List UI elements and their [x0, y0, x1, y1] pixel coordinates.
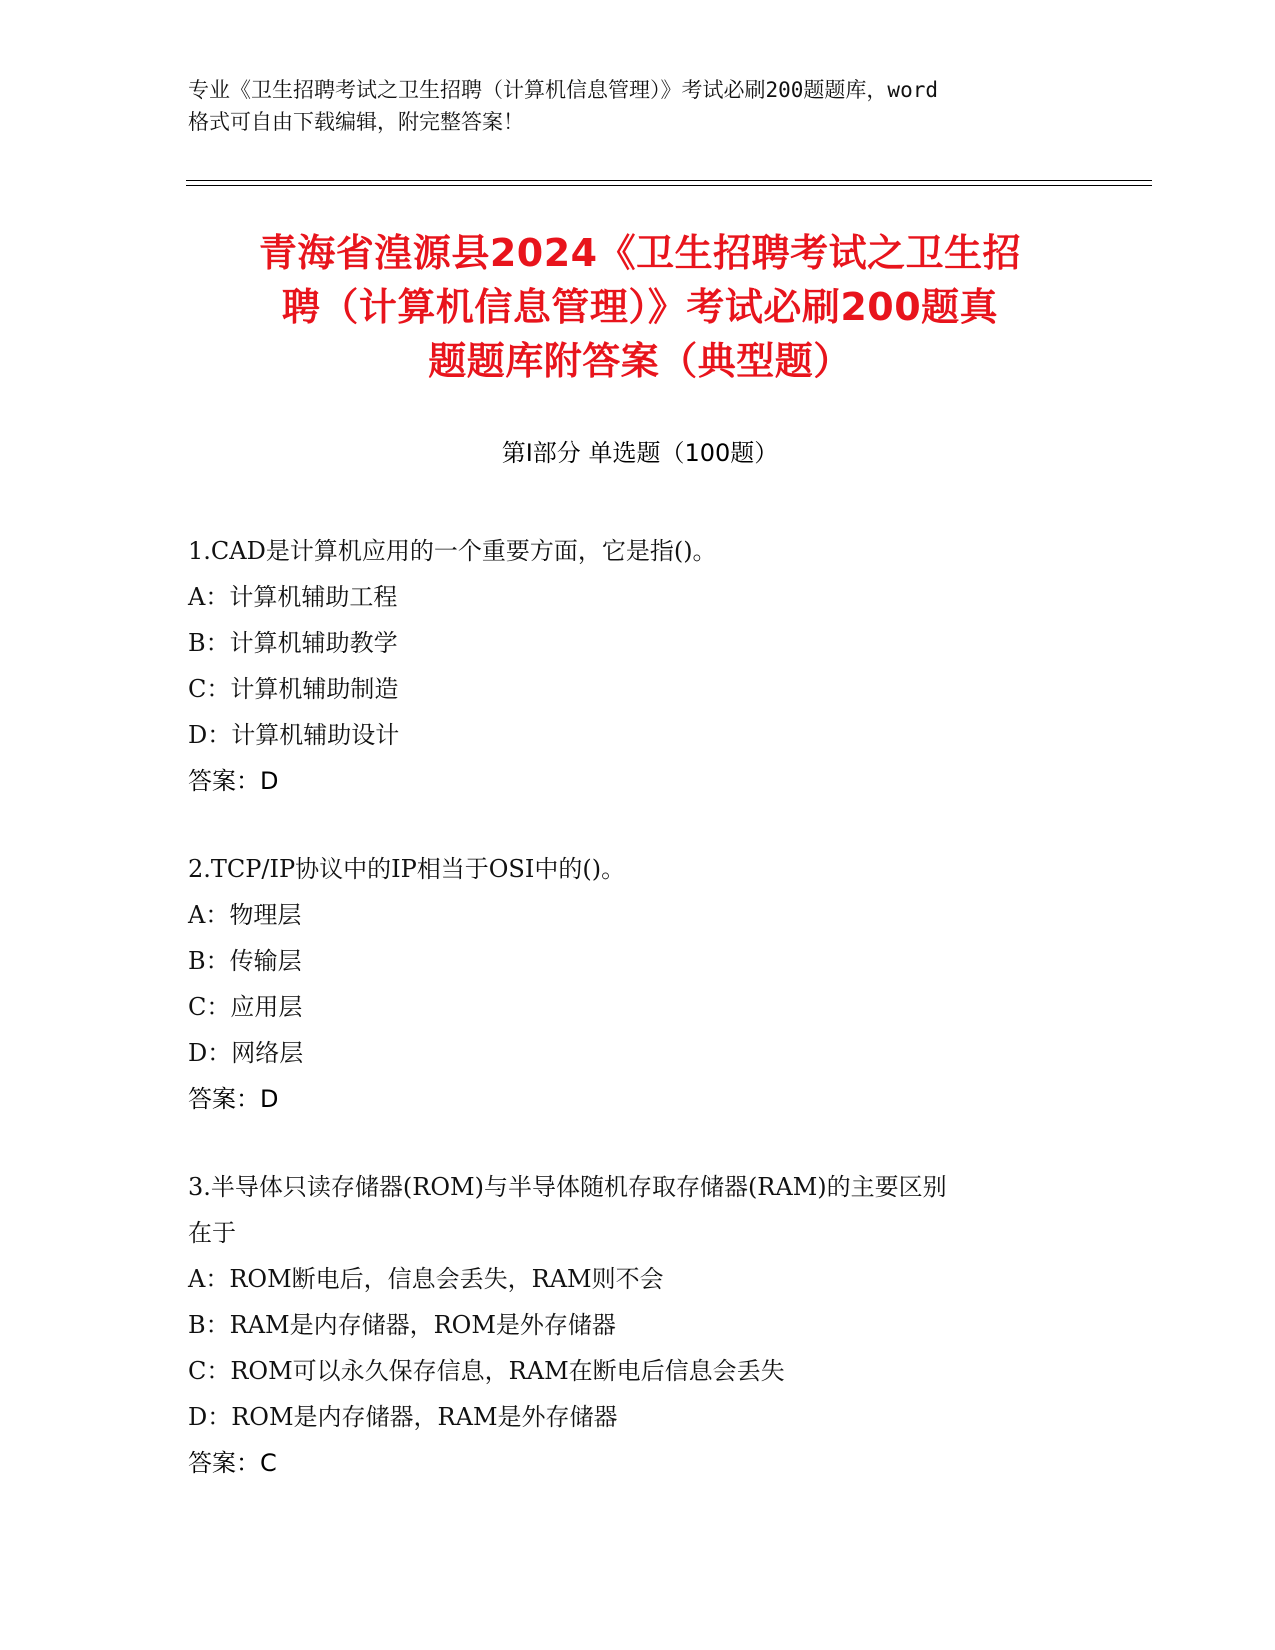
question-stem [188, 846, 1058, 892]
question-item [188, 1164, 1088, 1486]
option-a: A：ROM断电后，信息会丢失，RAM则不会 [188, 1265, 664, 1293]
question-stem [188, 1164, 1058, 1256]
option-d: D：ROM是内存储器，RAM是外存储器 [188, 1403, 618, 1431]
title-line: 青海省湟源县2024《卫生招聘考试之卫生招 [258, 231, 1022, 275]
option-a: A：物理层 [188, 901, 302, 929]
option-d: D：计算机辅助设计 [188, 721, 400, 749]
question-stem-line: 2.TCP/IP协议中的IP相当于OSI中的()。 [188, 855, 626, 883]
document-title [190, 226, 1090, 388]
header-note [188, 74, 1088, 138]
option-b: B：计算机辅助教学 [188, 629, 398, 657]
answer-line: 答案：D [188, 1085, 279, 1113]
question-item [188, 846, 1088, 1122]
option-b: B：RAM是内存储器，ROM是外存储器 [188, 1311, 616, 1339]
option-b: B：传输层 [188, 947, 302, 975]
answer-line: 答案：D [188, 767, 279, 795]
option-d: D：网络层 [188, 1039, 304, 1067]
header-divider-bottom [186, 185, 1152, 186]
question-stem [188, 528, 1058, 574]
question-stem-line: 在于 [188, 1219, 236, 1247]
header-note-line: 格式可自由下载编辑，附完整答案！ [188, 110, 524, 134]
question-stem-line: 3.半导体只读存储器(ROM)与半导体随机存取存储器(RAM)的主要区别 [188, 1173, 947, 1201]
section-heading: 第Ⅰ部分 单选题（100题） [501, 439, 779, 467]
question-item [188, 528, 1088, 804]
option-a: A：计算机辅助工程 [188, 583, 398, 611]
header-divider-top [186, 180, 1152, 181]
option-c: C：ROM可以永久保存信息，RAM在断电后信息会丢失 [188, 1357, 785, 1385]
option-c: C：应用层 [188, 993, 303, 1021]
question-stem-line: 1.CAD是计算机应用的一个重要方面，它是指()。 [188, 537, 717, 565]
header-note-line: 专业《卫生招聘考试之卫生招聘（计算机信息管理）》考试必刷200题题库，word [188, 78, 938, 102]
option-c: C：计算机辅助制造 [188, 675, 399, 703]
question-list [188, 528, 1088, 1528]
title-line: 聘（计算机信息管理）》考试必刷200题真 [281, 285, 999, 329]
answer-line: 答案：C [188, 1449, 277, 1477]
title-line: 题题库附答案（典型题） [428, 339, 852, 383]
